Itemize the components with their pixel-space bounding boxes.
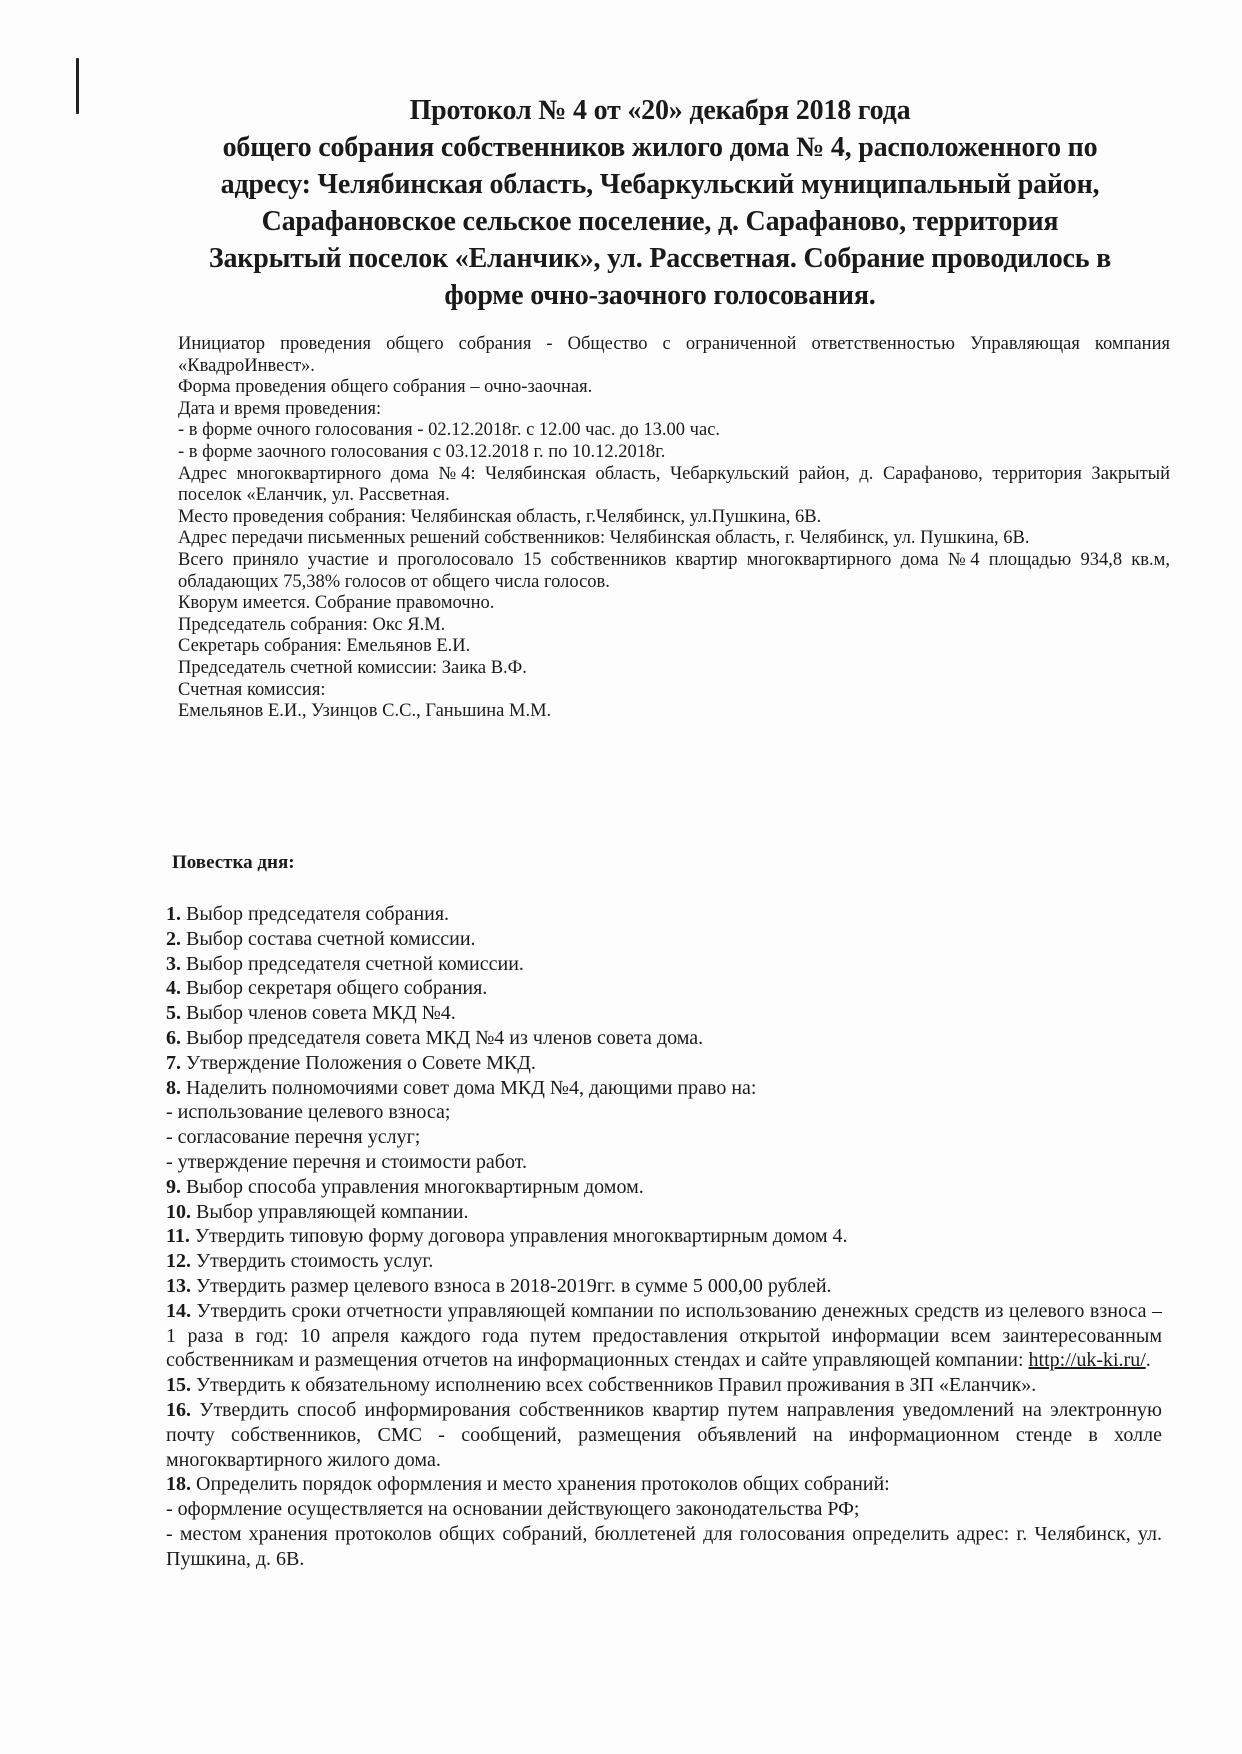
title-line: адресу: Челябинская область, Чебаркульский муниципальный район, [220, 169, 1100, 200]
chairman: Председатель собрания: Окс Я.М. [178, 614, 446, 635]
agenda-list [166, 902, 1162, 1572]
document-title [160, 92, 1160, 314]
agenda-item: 8. Наделить полномочиями совет дома МКД №4, дающими право на: [166, 1076, 757, 1099]
meeting-place: Место проведения собрания: Челябинская область, г.Челябинск, ул.Пушкина, 6В. [178, 506, 822, 527]
agenda-subitem: - использование целевого взноса; [166, 1101, 451, 1124]
absentee-voting: - в форме заочного голосования с 03.12.2018 г. по 10.12.2018г. [178, 441, 666, 462]
agenda-item: 12. Утвердить стоимость услуг. [166, 1250, 434, 1273]
agenda-heading: Повестка дня: [172, 852, 295, 873]
agenda-item: 13. Утвердить размер целевого взноса в 2018-2019гг. в сумме 5 000,00 рублей. [166, 1274, 832, 1297]
agenda-item: 14. Утвердить сроки отчетности управляющей компании по использованию денежных средств из целевого взноса – 1 раза в год: 10 апреля каждого года путем предоставления открытой информации всем заинтересованным собственникам и размещения отчетов на информационных стендах и сайте управляющей компании: http://uk-ki.ru/. [166, 1299, 1162, 1372]
agenda-subitem: - местом хранения протоколов общих собраний, бюллетеней для голосования определить адрес: г. Челябинск, ул. Пушкина, д. 6В. [166, 1522, 1162, 1570]
agenda-subitem: - утверждение перечня и стоимости работ. [166, 1150, 527, 1173]
agenda-item: 9. Выбор способа управления многоквартирным домом. [166, 1175, 644, 1198]
quorum: Кворум имеется. Собрание правомочно. [178, 593, 495, 614]
margin-pen-mark [76, 58, 79, 114]
house-address: Адрес многоквартирного дома №4: Челябинская область, Чебаркульский район, д. Сарафаново, территория Закрытый поселок «Еланчик, ул. Рассветная. [178, 463, 1170, 506]
count-commission-label: Счетная комиссия: [178, 679, 326, 700]
agenda-item: 1. Выбор председателя собрания. [166, 903, 450, 925]
secretary: Секретарь собрания: Емельянов Е.И. [178, 636, 471, 657]
agenda-item: 10. Выбор управляющей компании. [166, 1200, 469, 1223]
agenda-item: 18. Определить порядок оформления и место хранения протоколов общих собраний: [166, 1473, 890, 1496]
agenda-item: 5. Выбор членов совета МКД №4. [166, 1002, 456, 1025]
agenda-subitem: - оформление осуществляется на основании действующего законодательства РФ; [166, 1498, 860, 1521]
agenda-item: 2. Выбор состава счетной комиссии. [166, 927, 476, 950]
agenda-item: 15. Утвердить к обязательному исполнению всех собственников Правил проживания в ЗП «Еланчик». [166, 1374, 1037, 1397]
agenda-item: 16. Утвердить способ информирования собственников квартир путем направления уведомлений на электронную почту собственников, СМС - сообщений, размещения объявлений на информационном стенде в холле многоквартирного жилого дома. [166, 1398, 1162, 1471]
agenda-item: 4. Выбор секретаря общего собрания. [166, 977, 488, 1000]
agenda-item: 6. Выбор председателя совета МКД №4 из членов совета дома. [166, 1026, 704, 1049]
agenda-item: 11. Утвердить типовую форму договора управления многоквартирным домом 4. [166, 1225, 848, 1248]
title-line: форме очно-заочного голосования. [444, 280, 876, 311]
agenda-item: 3. Выбор председателя счетной комиссии. [166, 952, 524, 975]
initiator: Инициатор проведения общего собрания - Общество с ограниченной ответственностью Управляющая компания «КвадроИнвест». [178, 334, 1170, 376]
participation: Всего приняло участие и проголосовало 15 собственников квартир многоквартирного дома №4 площадью 934,8 кв.м, обладающих 75,38% голосов от общего числа голосов. [178, 549, 1170, 592]
count-chairman: Председатель счетной комиссии: Заика В.Ф. [178, 657, 527, 678]
meeting-info [178, 334, 1170, 723]
decisions-address: Адрес передачи письменных решений собственников: Челябинская область, г. Челябинск, ул. Пушкина, 6В. [178, 528, 1030, 549]
agenda-subitem: - согласование перечня услуг; [166, 1126, 421, 1149]
title-line: Закрытый поселок «Еланчик», ул. Рассветная. Собрание проводилось в [208, 243, 1112, 274]
count-commission-members: Емельянов Е.И., Узинцов С.С., Ганьшина М.М. [178, 701, 552, 722]
in-person-voting: - в форме очного голосования - 02.12.2018г. с 12.00 час. до 13.00 час. [178, 420, 721, 441]
title-line: общего собрания собственников жилого дома № 4, расположенного по [222, 132, 1098, 163]
datetime-label: Дата и время проведения: [178, 398, 382, 419]
company-website-link[interactable]: http://uk-ki.ru/ [1028, 1349, 1146, 1372]
title-line: Протокол № 4 от «20» декабря 2018 года [409, 95, 911, 126]
agenda-item: 7. Утверждение Положения о Совете МКД. [166, 1051, 536, 1074]
meeting-form: Форма проведения общего собрания – очно-заочная. [178, 377, 593, 398]
title-line: Сарафановское сельское поселение, д. Сарафаново, территория [261, 206, 1059, 237]
